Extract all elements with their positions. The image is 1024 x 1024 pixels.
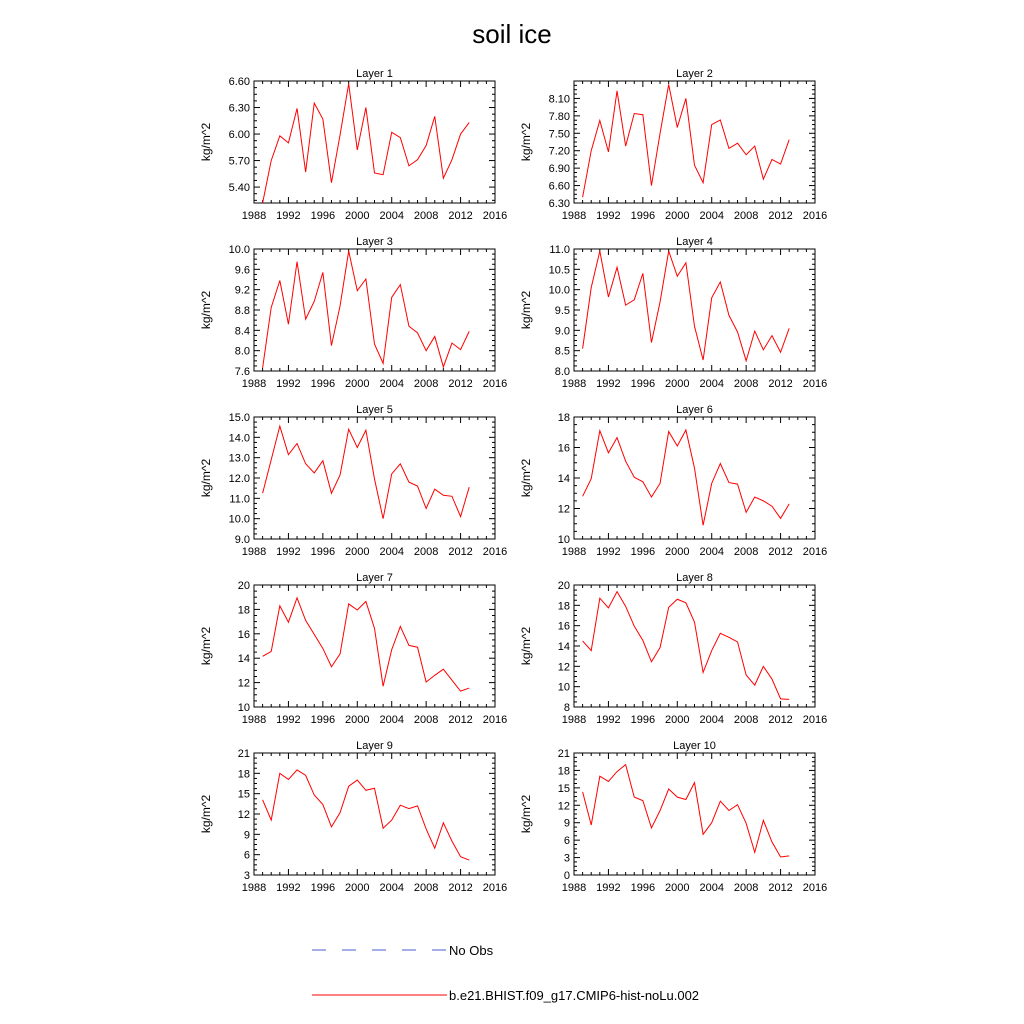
x-tick-label: 2004 bbox=[699, 210, 724, 222]
x-tick-label: 1992 bbox=[596, 882, 621, 894]
y-tick-label: 8.0 bbox=[554, 366, 570, 378]
x-tick-label: 1988 bbox=[561, 378, 587, 390]
y-tick-label: 10 bbox=[237, 702, 250, 714]
y-tick-label: 12.0 bbox=[228, 473, 250, 485]
panel-title: Layer 1 bbox=[356, 68, 393, 80]
x-tick-label: 2000 bbox=[345, 546, 370, 558]
y-tick-label: 6 bbox=[243, 849, 250, 862]
plot-frame bbox=[254, 753, 495, 875]
legend-model-label: b.e21.BHIST.f09_g17.CMIP6-hist-noLu.002 bbox=[449, 988, 700, 1003]
panel-layer-8 bbox=[519, 572, 827, 726]
x-tick-label: 2016 bbox=[802, 210, 828, 222]
x-tick-label: 1992 bbox=[276, 714, 301, 726]
y-axis-label: kg/m^2 bbox=[199, 290, 213, 330]
y-tick-label: 13.0 bbox=[228, 452, 250, 465]
y-tick-label: 8.4 bbox=[234, 325, 250, 338]
panel-title: Layer 6 bbox=[676, 404, 713, 416]
x-tick-label: 2008 bbox=[733, 714, 759, 726]
x-tick-label: 2016 bbox=[482, 378, 508, 390]
x-tick-label: 1996 bbox=[310, 882, 336, 894]
y-axis-label: kg/m^2 bbox=[199, 794, 213, 834]
x-tick-label: 1992 bbox=[276, 546, 301, 558]
panels bbox=[199, 68, 827, 894]
y-tick-label: 7.6 bbox=[234, 366, 250, 378]
panel-layer-7 bbox=[199, 572, 507, 726]
x-tick-label: 1988 bbox=[561, 714, 587, 726]
x-tick-label: 2008 bbox=[413, 882, 439, 894]
x-tick-label: 1996 bbox=[630, 882, 656, 894]
y-tick-label: 12 bbox=[237, 809, 250, 821]
panel-layer-1 bbox=[199, 68, 507, 222]
series-line bbox=[583, 84, 790, 197]
y-tick-label: 16 bbox=[557, 620, 570, 633]
y-tick-label: 11.0 bbox=[229, 493, 250, 506]
series-line bbox=[263, 770, 470, 860]
y-tick-label: 18 bbox=[557, 765, 570, 778]
x-tick-label: 1988 bbox=[561, 882, 587, 894]
x-tick-label: 1992 bbox=[276, 210, 301, 222]
x-tick-label: 2016 bbox=[482, 714, 508, 726]
y-tick-label: 21 bbox=[557, 748, 570, 760]
x-tick-label: 2012 bbox=[448, 714, 473, 726]
y-tick-label: 6.60 bbox=[548, 180, 570, 193]
y-tick-label: 6 bbox=[563, 835, 570, 848]
x-tick-label: 2008 bbox=[733, 378, 759, 390]
x-tick-label: 2016 bbox=[802, 714, 828, 726]
x-tick-label: 1996 bbox=[630, 378, 656, 390]
y-tick-label: 6.30 bbox=[228, 102, 250, 115]
y-axis-label: kg/m^2 bbox=[519, 626, 533, 666]
series-line bbox=[583, 430, 790, 525]
panel-layer-2 bbox=[519, 68, 827, 222]
y-axis-label: kg/m^2 bbox=[199, 458, 213, 498]
plot-frame bbox=[574, 753, 815, 875]
x-tick-label: 2004 bbox=[379, 882, 404, 894]
y-tick-label: 9.6 bbox=[234, 264, 250, 277]
x-tick-label: 2016 bbox=[482, 546, 508, 558]
panel-title: Layer 2 bbox=[676, 68, 713, 80]
x-tick-label: 1992 bbox=[596, 546, 621, 558]
y-tick-label: 18 bbox=[237, 768, 250, 781]
y-tick-label: 14 bbox=[557, 473, 570, 485]
y-tick-label: 8.0 bbox=[234, 345, 250, 358]
y-axis-label: kg/m^2 bbox=[519, 122, 533, 162]
x-tick-label: 1988 bbox=[241, 546, 267, 558]
y-tick-label: 20 bbox=[557, 580, 570, 592]
series-line bbox=[583, 592, 790, 700]
x-tick-label: 2004 bbox=[699, 546, 724, 558]
x-tick-label: 1996 bbox=[630, 714, 656, 726]
y-tick-label: 10.0 bbox=[228, 513, 250, 526]
x-tick-label: 2016 bbox=[482, 210, 508, 222]
x-tick-label: 2004 bbox=[379, 378, 404, 390]
x-tick-label: 2016 bbox=[802, 882, 828, 894]
x-tick-label: 2004 bbox=[379, 210, 404, 222]
y-axis-label: kg/m^2 bbox=[199, 626, 213, 666]
x-tick-label: 1996 bbox=[310, 714, 336, 726]
x-tick-label: 1996 bbox=[310, 378, 336, 390]
series-line bbox=[263, 598, 470, 691]
panel-layer-9 bbox=[199, 740, 507, 894]
y-tick-label: 16 bbox=[557, 442, 570, 455]
x-tick-label: 2008 bbox=[413, 546, 439, 558]
y-tick-label: 10 bbox=[557, 534, 570, 546]
panel-title: Layer 5 bbox=[356, 404, 393, 416]
plot-frame bbox=[254, 81, 495, 203]
y-tick-label: 12 bbox=[557, 800, 570, 813]
y-tick-label: 3 bbox=[563, 852, 570, 865]
x-tick-label: 2012 bbox=[768, 882, 793, 894]
x-tick-label: 2000 bbox=[665, 210, 690, 222]
x-tick-label: 2012 bbox=[448, 378, 473, 390]
x-tick-label: 2016 bbox=[482, 882, 508, 894]
y-tick-label: 12 bbox=[557, 503, 570, 516]
y-tick-label: 18 bbox=[237, 604, 250, 617]
y-tick-label: 9 bbox=[243, 829, 250, 842]
y-tick-label: 9.5 bbox=[554, 305, 570, 317]
x-tick-label: 1996 bbox=[310, 546, 336, 558]
plot-frame bbox=[574, 585, 815, 707]
panel-layer-6 bbox=[519, 404, 827, 558]
y-tick-label: 9.0 bbox=[234, 534, 250, 546]
panel-layer-3 bbox=[199, 236, 507, 390]
x-tick-label: 2012 bbox=[768, 210, 793, 222]
y-tick-label: 15.0 bbox=[228, 412, 250, 424]
x-tick-label: 2000 bbox=[345, 378, 370, 390]
y-tick-label: 6.90 bbox=[548, 163, 570, 176]
y-tick-label: 18 bbox=[557, 600, 570, 613]
y-tick-label: 10.0 bbox=[548, 284, 570, 297]
panel-title: Layer 10 bbox=[673, 740, 716, 752]
panel-title: Layer 4 bbox=[676, 236, 713, 248]
x-tick-label: 2004 bbox=[699, 714, 724, 726]
y-tick-label: 21 bbox=[237, 748, 250, 760]
y-tick-label: 18 bbox=[557, 412, 570, 424]
y-tick-label: 5.70 bbox=[228, 155, 250, 168]
y-tick-label: 10.5 bbox=[548, 264, 570, 277]
x-tick-label: 1992 bbox=[276, 378, 301, 390]
x-tick-label: 1988 bbox=[241, 714, 267, 726]
y-tick-label: 8.5 bbox=[554, 345, 570, 358]
x-tick-label: 2000 bbox=[665, 546, 690, 558]
figure-title: soil ice bbox=[472, 19, 552, 49]
x-tick-label: 1996 bbox=[310, 210, 336, 222]
y-tick-label: 8.8 bbox=[234, 305, 250, 317]
x-tick-label: 1988 bbox=[241, 210, 267, 222]
legend-no-obs-label: No Obs bbox=[449, 943, 494, 958]
x-tick-label: 2000 bbox=[345, 882, 370, 894]
panel-layer-4 bbox=[519, 236, 827, 390]
y-tick-label: 6.60 bbox=[228, 76, 250, 88]
legend bbox=[312, 943, 699, 1003]
x-tick-label: 2008 bbox=[413, 210, 439, 222]
series-line bbox=[263, 426, 470, 519]
y-tick-label: 9 bbox=[563, 817, 570, 830]
y-tick-label: 16 bbox=[237, 628, 250, 641]
x-tick-label: 1992 bbox=[596, 714, 621, 726]
y-tick-label: 14.0 bbox=[228, 432, 250, 445]
y-tick-label: 6.30 bbox=[548, 198, 570, 210]
x-tick-label: 1988 bbox=[241, 378, 267, 390]
x-tick-label: 2008 bbox=[733, 546, 759, 558]
y-tick-label: 7.80 bbox=[548, 110, 570, 123]
y-tick-label: 15 bbox=[237, 788, 250, 801]
plot-frame bbox=[574, 417, 815, 539]
x-tick-label: 2008 bbox=[413, 714, 439, 726]
y-tick-label: 7.50 bbox=[548, 128, 570, 141]
x-tick-label: 2012 bbox=[448, 882, 473, 894]
x-tick-label: 2012 bbox=[768, 378, 793, 390]
panel-layer-5 bbox=[199, 404, 507, 558]
y-tick-label: 10.0 bbox=[228, 244, 250, 256]
x-tick-label: 1996 bbox=[630, 546, 656, 558]
x-tick-label: 2016 bbox=[802, 378, 828, 390]
x-tick-label: 1988 bbox=[561, 210, 587, 222]
y-tick-label: 14 bbox=[557, 641, 570, 653]
panel-title: Layer 8 bbox=[676, 572, 713, 584]
x-tick-label: 2000 bbox=[345, 714, 370, 726]
y-tick-label: 9.2 bbox=[234, 284, 250, 297]
x-tick-label: 2004 bbox=[379, 714, 404, 726]
x-tick-label: 1992 bbox=[596, 210, 621, 222]
x-tick-label: 1992 bbox=[596, 378, 621, 390]
series-line bbox=[583, 251, 790, 361]
y-axis-label: kg/m^2 bbox=[519, 794, 533, 834]
y-tick-label: 5.40 bbox=[228, 182, 250, 195]
x-tick-label: 1992 bbox=[276, 882, 301, 894]
y-tick-label: 8 bbox=[563, 702, 570, 714]
series-line bbox=[263, 251, 470, 368]
y-tick-label: 12 bbox=[237, 677, 250, 690]
x-tick-label: 2008 bbox=[733, 882, 759, 894]
x-tick-label: 2000 bbox=[665, 378, 690, 390]
panel-title: Layer 7 bbox=[356, 572, 393, 584]
y-axis-label: kg/m^2 bbox=[199, 122, 213, 162]
y-tick-label: 15 bbox=[557, 782, 570, 795]
y-tick-label: 6.00 bbox=[228, 129, 250, 142]
y-tick-label: 11.0 bbox=[549, 244, 570, 256]
series-line bbox=[583, 765, 790, 857]
x-tick-label: 2008 bbox=[413, 378, 439, 390]
y-tick-label: 20 bbox=[237, 580, 250, 592]
y-axis-label: kg/m^2 bbox=[519, 458, 533, 498]
panel-title: Layer 3 bbox=[356, 236, 393, 248]
y-tick-label: 9.0 bbox=[554, 325, 570, 338]
y-tick-label: 0 bbox=[563, 870, 570, 882]
x-tick-label: 2012 bbox=[768, 714, 793, 726]
x-tick-label: 1988 bbox=[241, 882, 267, 894]
panel-title: Layer 9 bbox=[356, 740, 393, 752]
y-tick-label: 8.10 bbox=[548, 93, 570, 106]
panel-layer-10 bbox=[519, 740, 827, 894]
x-tick-label: 2000 bbox=[665, 882, 690, 894]
x-tick-label: 2000 bbox=[345, 210, 370, 222]
x-tick-label: 1996 bbox=[630, 210, 656, 222]
x-tick-label: 2012 bbox=[448, 546, 473, 558]
y-tick-label: 10 bbox=[557, 681, 570, 694]
series-line bbox=[263, 84, 470, 203]
x-tick-label: 2012 bbox=[768, 546, 793, 558]
x-tick-label: 2004 bbox=[699, 882, 724, 894]
x-tick-label: 2000 bbox=[665, 714, 690, 726]
x-tick-label: 1988 bbox=[561, 546, 587, 558]
y-tick-label: 3 bbox=[243, 870, 250, 882]
x-tick-label: 2008 bbox=[733, 210, 759, 222]
x-tick-label: 2016 bbox=[802, 546, 828, 558]
y-tick-label: 7.20 bbox=[548, 145, 570, 158]
x-tick-label: 2004 bbox=[379, 546, 404, 558]
x-tick-label: 2012 bbox=[448, 210, 473, 222]
x-tick-label: 2004 bbox=[699, 378, 724, 390]
y-tick-label: 12 bbox=[557, 661, 570, 674]
y-axis-label: kg/m^2 bbox=[519, 290, 533, 330]
plot-frame bbox=[574, 249, 815, 371]
y-tick-label: 14 bbox=[237, 653, 250, 666]
